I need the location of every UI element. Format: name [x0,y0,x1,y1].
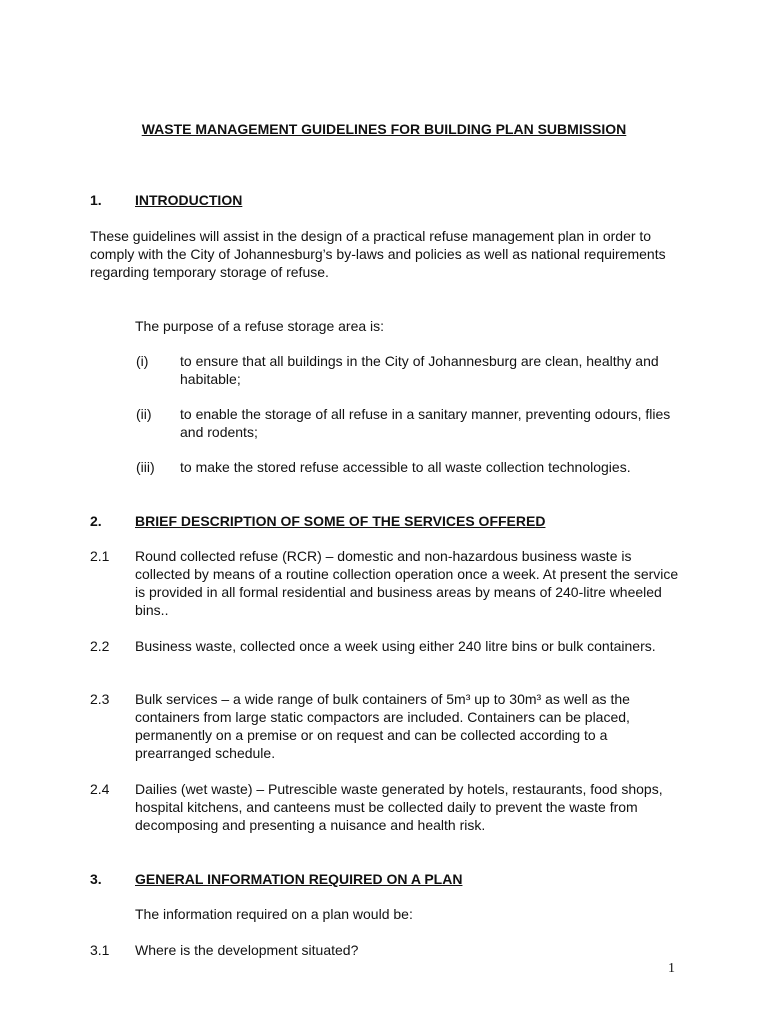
item-text: Where is the development situated? [135,942,359,958]
purpose-lead: The purpose of a refuse storage area is: [135,318,385,334]
section-number: 3. [90,871,102,887]
item-text: Dailies (wet waste) – Putrescible waste generated by hotels, restaurants, food shops, hospital kitchens, and canteens must be collected daily to prevent the waste from decomposing and presenting a nuisance and health risk. [135,781,663,833]
page-number: 1 [668,961,675,976]
list-label: (i) [136,353,149,369]
item-number: 2.4 [90,781,110,797]
list-item: to ensure that all buildings in the City of Johannesburg are clean, healthy and habitable; [180,353,659,387]
item-number: 2.3 [90,691,110,707]
list-label: (ii) [136,406,152,422]
item-number: 2.1 [90,548,110,564]
section-heading-general-information: GENERAL INFORMATION REQUIRED ON A PLAN [135,871,463,887]
item-text: Bulk services – a wide range of bulk containers of 5m³ up to 30m³ as well as the containers from large static compactors are included. Containers can be placed, permanently on a premise or on request and can be collected according to a prearranged schedule. [135,691,630,761]
plan-info-lead: The information required on a plan would be: [135,906,413,922]
section-number: 1. [90,192,102,208]
list-item: to enable the storage of all refuse in a sanitary manner, preventing odours, flies and rodents; [180,406,671,440]
item-number: 3.1 [90,942,110,958]
section-heading-services: BRIEF DESCRIPTION OF SOME OF THE SERVICES OFFERED [135,513,546,529]
list-label: (iii) [136,459,155,475]
intro-paragraph: These guidelines will assist in the design of a practical refuse management plan in order to comply with the City of Johannesburg’s by-laws and policies as well as national requirements regarding temporary storage of refuse. [90,228,666,280]
list-item: to make the stored refuse accessible to all waste collection technologies. [180,459,631,475]
item-number: 2.2 [90,638,110,654]
document-title: WASTE MANAGEMENT GUIDELINES FOR BUILDING PLAN SUBMISSION [141,121,627,137]
item-text: Round collected refuse (RCR) – domestic and non-hazardous business waste is collected by means of a routine collection operation once a week. At present the service is provided in all formal residential and business areas by means of 240-litre wheeled bins.. [135,548,679,618]
item-text: Business waste, collected once a week using either 240 litre bins or bulk containers. [135,638,656,654]
section-number: 2. [90,513,102,529]
section-heading-introduction: INTRODUCTION [135,192,243,208]
